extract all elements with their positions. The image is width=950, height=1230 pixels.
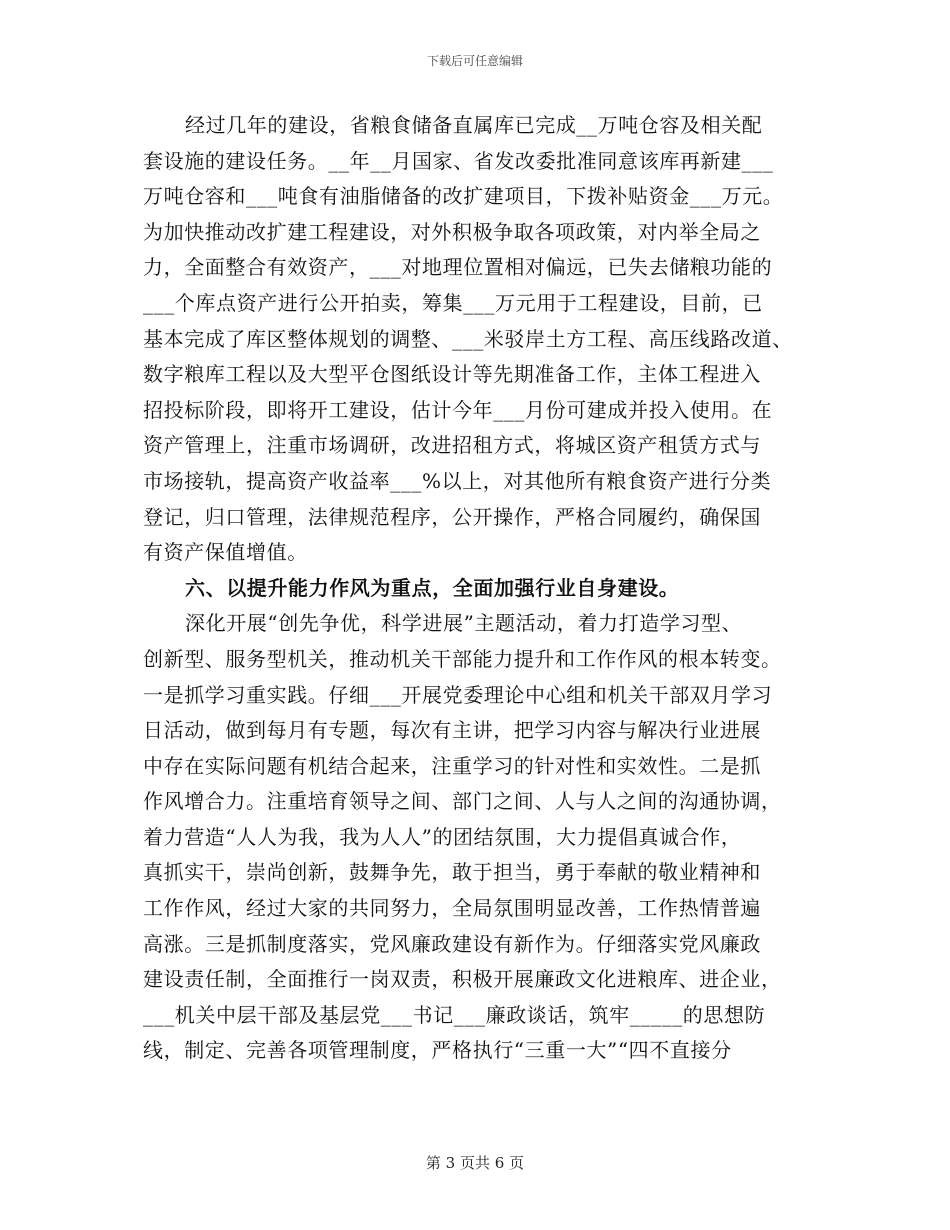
text-line: 着力营造“人人为我，我为人人”的团结氛围，大力提倡真诚合作， bbox=[143, 824, 742, 849]
text-line: 万吨仓容和___吨食有油脂储备的改扩建项目，下拨补贴资金___万元。 bbox=[143, 184, 784, 209]
text-line: 深化开展“创先争优，科学进展”主题活动，着力打造学习型、 bbox=[185, 611, 743, 636]
text-line: 招投标阶段，即将开工建设，估计今年___月份可建成并投入使用。在 bbox=[143, 397, 773, 422]
page-footer: 第 3 页共 6 页 bbox=[425, 1154, 525, 1172]
text-line: 套设施的建设任务。__年__月国家、省发改委批准同意该库再新建___ bbox=[143, 148, 774, 173]
text-line: 工作作风，经过大家的共同努力，全局氛围明显改善，工作热情普遍 bbox=[143, 896, 761, 921]
text-line: 为加快推动改扩建工程建设，对外积极争取各项政策，对内举全局之 bbox=[143, 219, 761, 244]
text-line: 日活动，做到每月有专题，每次有主讲，把学习内容与解决行业进展 bbox=[143, 718, 761, 743]
page-header: 下载后可任意编辑 bbox=[426, 54, 523, 68]
text-line: 真抓实干，崇尚创新，鼓舞争先，敢于担当，勇于奉献的敬业精神和 bbox=[143, 860, 761, 885]
text-line: 一是抓学习重实践。仔细___开展党委理论中心组和机关干部双月学习 bbox=[143, 682, 773, 707]
text-line: 高涨。三是抓制度落实，党风廉政建设有新作为。仔细落实党风廉政 bbox=[143, 931, 761, 956]
text-line: 登记，归口管理，法律规范程序，公开操作，严格合同履约，确保国 bbox=[143, 504, 761, 529]
text-line: 基本完成了库区整体规划的调整、___米驳岸土方工程、高压线路改道、 bbox=[143, 326, 793, 351]
text-line: 数字粮库工程以及大型平仓图纸设计等先期准备工作，主体工程进入 bbox=[143, 362, 761, 387]
text-line: 有资产保值增值。 bbox=[143, 540, 308, 565]
section-heading: 六、以提升能力作风为重点，全面加强行业自身建设。 bbox=[185, 575, 680, 600]
text-line: 线，制定、完善各项管理制度，严格执行“三重一大”“四不直接分 bbox=[143, 1038, 732, 1063]
text-line: 创新型、服务型机关，推动机关干部能力提升和工作作风的根本转变。 bbox=[143, 646, 782, 671]
text-line: 经过几年的建设，省粮食储备直属库已完成__万吨仓容及相关配 bbox=[185, 113, 763, 137]
text-line: 中存在实际问题有机结合起来，注重学习的针对性和实效性。二是抓 bbox=[143, 753, 761, 778]
text-line: 市场接轨，提高资产收益率___%以上，对其他所有粮食资产进行分类 bbox=[143, 468, 772, 493]
text-line: ___个库点资产进行公开拍卖，筹集___万元用于工程建设，目前，已 bbox=[143, 290, 763, 315]
text-line: 建设责任制，全面推行一岗双责，积极开展廉政文化进粮库、进企业， bbox=[143, 967, 782, 992]
text-line: 资产管理上，注重市场调研，改进招租方式，将城区资产租赁方式与 bbox=[143, 433, 761, 458]
text-line: 力，全面整合有效资产，___对地理位置相对偏远，已失去储粮功能的 bbox=[143, 255, 773, 280]
paragraph-capital-construction bbox=[143, 108, 833, 571]
document-body bbox=[143, 108, 833, 1069]
text-line: 作风增合力。注重培育领导之间、部门之间、人与人之间的沟通协调， bbox=[143, 789, 782, 814]
paragraph-industry-self-building bbox=[143, 606, 833, 1069]
text-line: ___机关中层干部及基层党___书记___廉政谈话，筑牢_____的思想防 bbox=[143, 1002, 766, 1027]
